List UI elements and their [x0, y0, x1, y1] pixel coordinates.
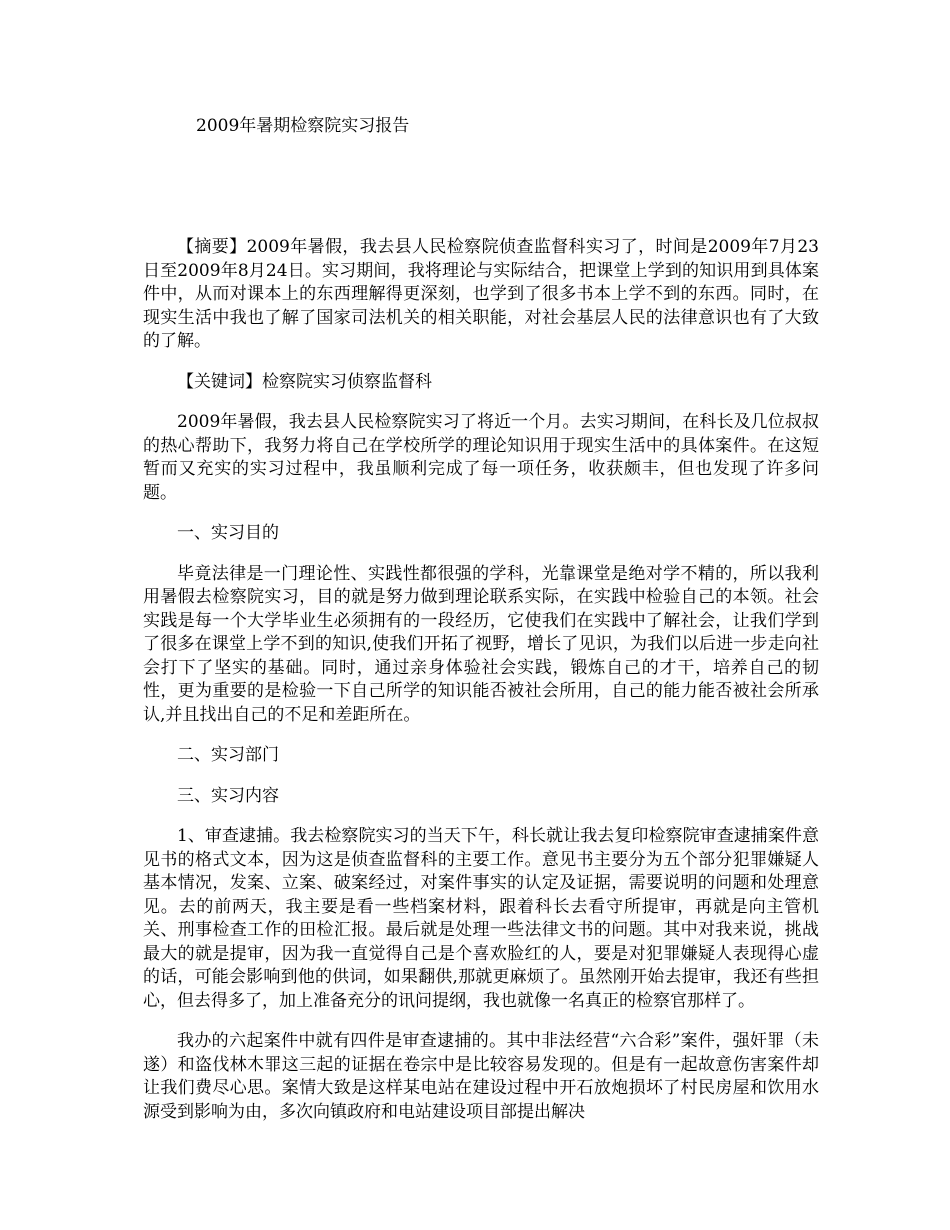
section-heading-purpose: 一、实习目的	[177, 523, 279, 543]
intro-paragraph: 2009年暑假，我去县人民检察院实习了将近一个月。去实习期间，在科长及几位叔叔的热心帮助下，我努力将自己在学校所学的理论知识用于现实生活中的具体案件。在这短暂而又充实的实习过程中，我虽顺利完成了每一项任务，收获颇丰，但也发现了许多问题。	[143, 412, 819, 503]
content-paragraph-2: 我办的六起案件中就有四件是审查逮捕的。其中非法经营“六合彩”案件，强奸罪（未遂）和盗伐林木罪这三起的证据在卷宗中是比较容易发现的。但是有一起故意伤害案件却让我们费尽心思。案情大致是这样某电站在建设过程中开石放炮损坏了村民房屋和饮用水源受到影响为由，多次向镇政府和电站建设项目部提出解决	[143, 1031, 819, 1122]
document-body	[143, 236, 819, 1141]
keywords-line: 【关键词】检察院实习侦察监督科	[177, 371, 432, 392]
section-heading-department: 二、实习部门	[177, 745, 279, 765]
content-paragraph-1: 1、审查逮捕。我去检察院实习的当天下午，科长就让我去复印检察院审查逮捕案件意见书的格式文本，因为这是侦查监督科的主要工作。意见书主要分为五个部分犯罪嫌疑人基本情况，发案、立案、破案经过，对案件事实的认定及证据，需要说明的问题和处理意见。去的前两天，我主要是看一些档案材料，跟着科长去看守所提审，再就是向主管机关、刑事检查工作的田检汇报。最后就是处理一些法律文书的问题。其中对我来说，挑战最大的就是提审，因为我一直觉得自己是个喜欢脸红的人，要是对犯罪嫌疑人表现得心虚的话，可能会影响到他的供词，如果翻供,那就更麻烦了。虽然刚开始去提审，我还有些担心，但去得多了，加上准备充分的讯问提纲，我也就像一名真正的检察官那样了。	[143, 826, 819, 1011]
document-title: 2009年暑期检察院实习报告	[196, 116, 410, 136]
section-heading-content: 三、实习内容	[177, 785, 279, 806]
purpose-paragraph: 毕竟法律是一门理论性、实践性都很强的学科，光靠课堂是绝对学不精的，所以我利用暑假去检察院实习，目的就是努力做到理论联系实际，在实践中检验自己的本领。社会实践是每一个大学毕业生必须拥有的一段经历，它使我们在实践中了解社会，让我们学到了很多在课堂上学不到的知识,使我们开拓了视野，增长了见识，为我们以后进一步走向社会打下了坚实的基础。同时，通过亲身体验社会实践，锻炼自己的才干，培养自己的韧性，更为重要的是检验一下自己所学的知识能否被社会所用，自己的能力能否被社会所承认,并且找出自己的不足和差距所在。	[143, 563, 819, 725]
abstract-paragraph: 【摘要】2009年暑假，我去县人民检察院侦查监督科实习了，时间是2009年7月23日至2009年8月24日。实习期间，我将理论与实际结合，把课堂上学到的知识用到具体案件中，从而对课本上的东西理解得更深刻，也学到了很多书本上学不到的东西。同时，在现实生活中我也了解了国家司法机关的相关职能，对社会基层人民的法律意识也有了大致的了解。	[143, 237, 819, 351]
